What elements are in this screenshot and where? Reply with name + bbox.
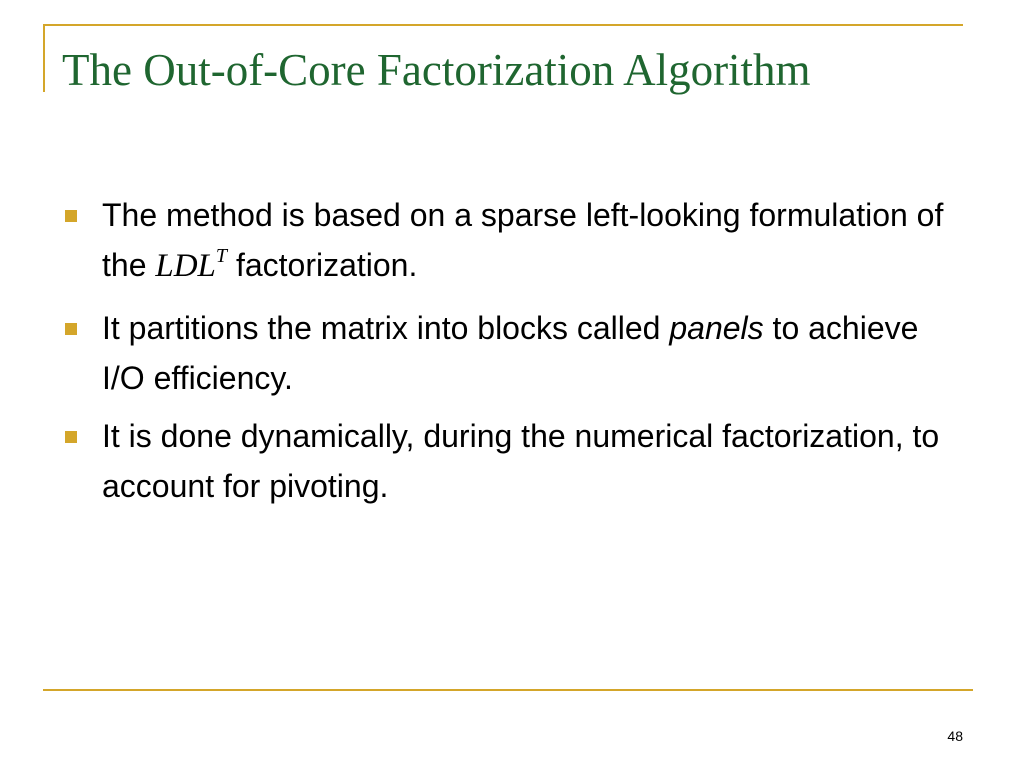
bullet-item-panels (64, 303, 964, 403)
bullet-text-end: to achieve I/O efficiency. (102, 310, 919, 396)
bullet-item-dynamic (64, 411, 964, 511)
page-number: 48 (947, 728, 963, 744)
square-bullet-icon (65, 210, 77, 222)
math-ldl: LDL (155, 248, 216, 284)
square-bullet-icon (65, 323, 77, 335)
bullet-text-end: factorization. (227, 247, 418, 283)
emphasis-panels: panels (669, 310, 764, 346)
bullet-list (64, 190, 964, 519)
slide-title: The Out-of-Core Factorization Algorithm (62, 45, 811, 95)
left-rule (43, 24, 45, 92)
math-superscript-t: T (215, 245, 228, 267)
top-rule (43, 24, 963, 26)
bullet-text: It partitions the matrix into blocks called (102, 310, 670, 346)
bottom-rule (43, 689, 973, 691)
bullet-text: It is done dynamically, during the numerical factorization, to account for pivoting. (102, 418, 940, 504)
bullet-item-method (64, 190, 964, 295)
bullet-text: The method is based on a sparse left-looking formulation of the (102, 197, 944, 283)
square-bullet-icon (65, 431, 77, 443)
